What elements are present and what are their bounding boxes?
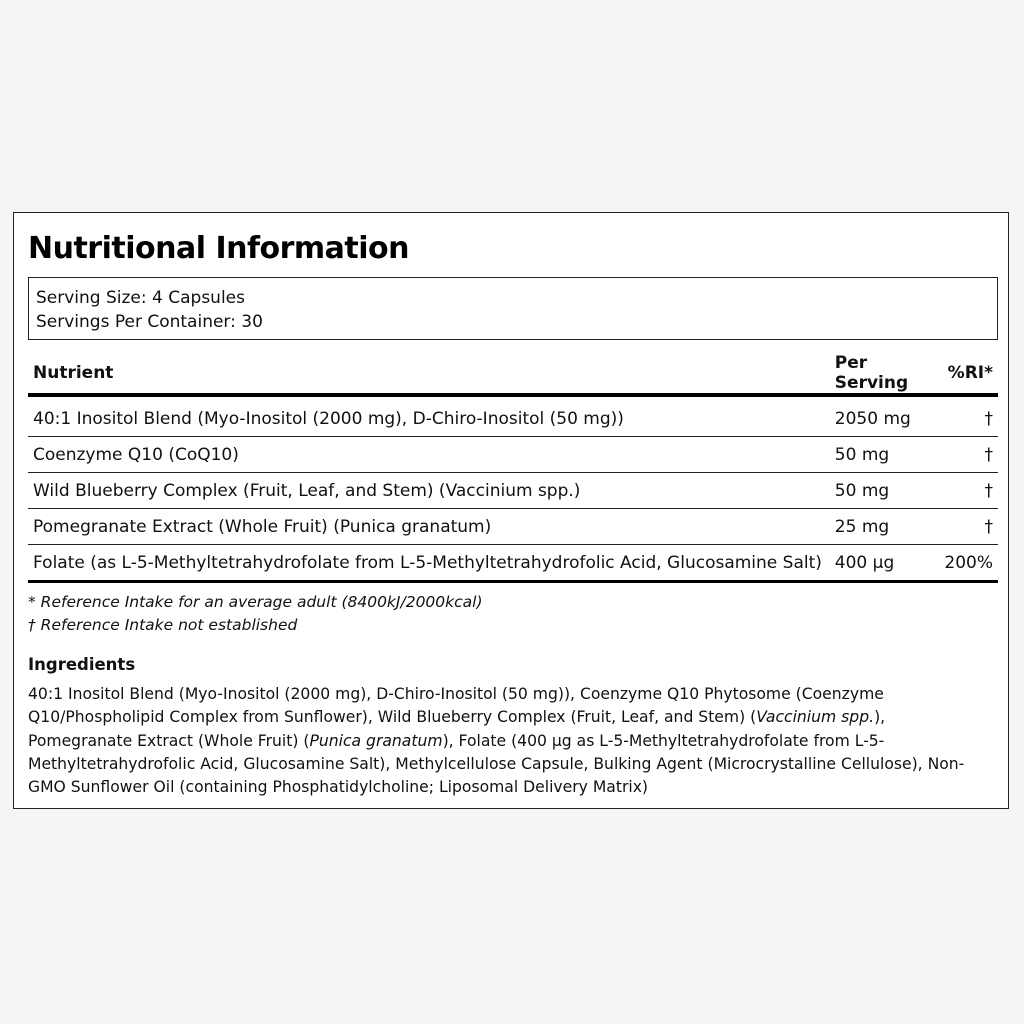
nutrient-name: Pomegranate Extract (Whole Fruit) (Punica granatum): [28, 509, 830, 545]
header-nutrient: Nutrient: [28, 353, 830, 395]
nutrition-panel: [13, 212, 1009, 809]
nutrient-name: Coenzyme Q10 (CoQ10): [28, 437, 830, 473]
nutrient-amount: 2050 mg: [830, 395, 935, 437]
ingredients-part: ), Folate (400 µg as L-5-Methyltetrahydrofolate from L-5-Methyltetrahydrofolic Acid, Glucosamine Salt), Methylcellulose Capsule, Bulking Agent (Microcrystalline Cellulose), Non-GMO Sunflower Oil (containing Phosphatidylcholine; Liposomal Delivery Matrix): [28, 731, 965, 797]
nutrient-amount: 50 mg: [830, 473, 935, 509]
nutrient-ri: 200%: [935, 545, 998, 582]
header-ri: %RI*: [935, 353, 998, 395]
serving-size: Serving Size: 4 Capsules: [36, 288, 245, 308]
nutrient-name: 40:1 Inositol Blend (Myo-Inositol (2000 mg), D-Chiro-Inositol (50 mg)): [28, 395, 830, 437]
nutrient-ri: †: [935, 437, 998, 473]
nutrient-table: [28, 353, 998, 583]
footnotes: [28, 591, 483, 637]
nutrient-ri: †: [935, 395, 998, 437]
nutrient-name: Folate (as L-5-Methyltetrahydrofolate from L-5-Methyltetrahydrofolic Acid, Glucosamine Salt): [28, 545, 830, 582]
ingredients-heading: Ingredients: [28, 655, 136, 674]
table-row: [28, 545, 998, 582]
table-row: [28, 395, 998, 437]
footnote-not-established: † Reference Intake not established: [28, 616, 298, 634]
nutrient-amount: 25 mg: [830, 509, 935, 545]
nutrient-amount: 400 µg: [830, 545, 935, 582]
page-title: Nutritional Information: [28, 231, 410, 266]
table-row: [28, 509, 998, 545]
nutrient-amount: 50 mg: [830, 437, 935, 473]
ingredients-latin-name: Punica granatum: [309, 731, 443, 750]
servings-per-container: Servings Per Container: 30: [36, 312, 263, 332]
nutrient-ri: †: [935, 473, 998, 509]
ingredients-latin-name: Vaccinium spp.: [756, 708, 875, 727]
serving-info-box: [28, 277, 998, 340]
table-row: [28, 473, 998, 509]
nutrient-ri: †: [935, 509, 998, 545]
ingredients-text: [28, 683, 990, 799]
table-header-row: [28, 353, 998, 395]
table-row: [28, 437, 998, 473]
header-per-serving: Per Serving: [830, 353, 935, 395]
nutrient-name: Wild Blueberry Complex (Fruit, Leaf, and Stem) (Vaccinium spp.): [28, 473, 830, 509]
footnote-reference-intake: * Reference Intake for an average adult (8400kJ/2000kcal): [28, 593, 483, 611]
ingredients-part: ), Pomegranate Extract (Whole Fruit) (: [28, 708, 886, 750]
ingredients-part: 40:1 Inositol Blend (Myo-Inositol (2000 mg), D-Chiro-Inositol (50 mg)), Coenzyme Q10 Phytosome (Coenzyme Q10/Phospholipid Complex from Sunflower), Wild Blueberry Complex (Fruit, Leaf, and Stem) (: [28, 685, 884, 727]
